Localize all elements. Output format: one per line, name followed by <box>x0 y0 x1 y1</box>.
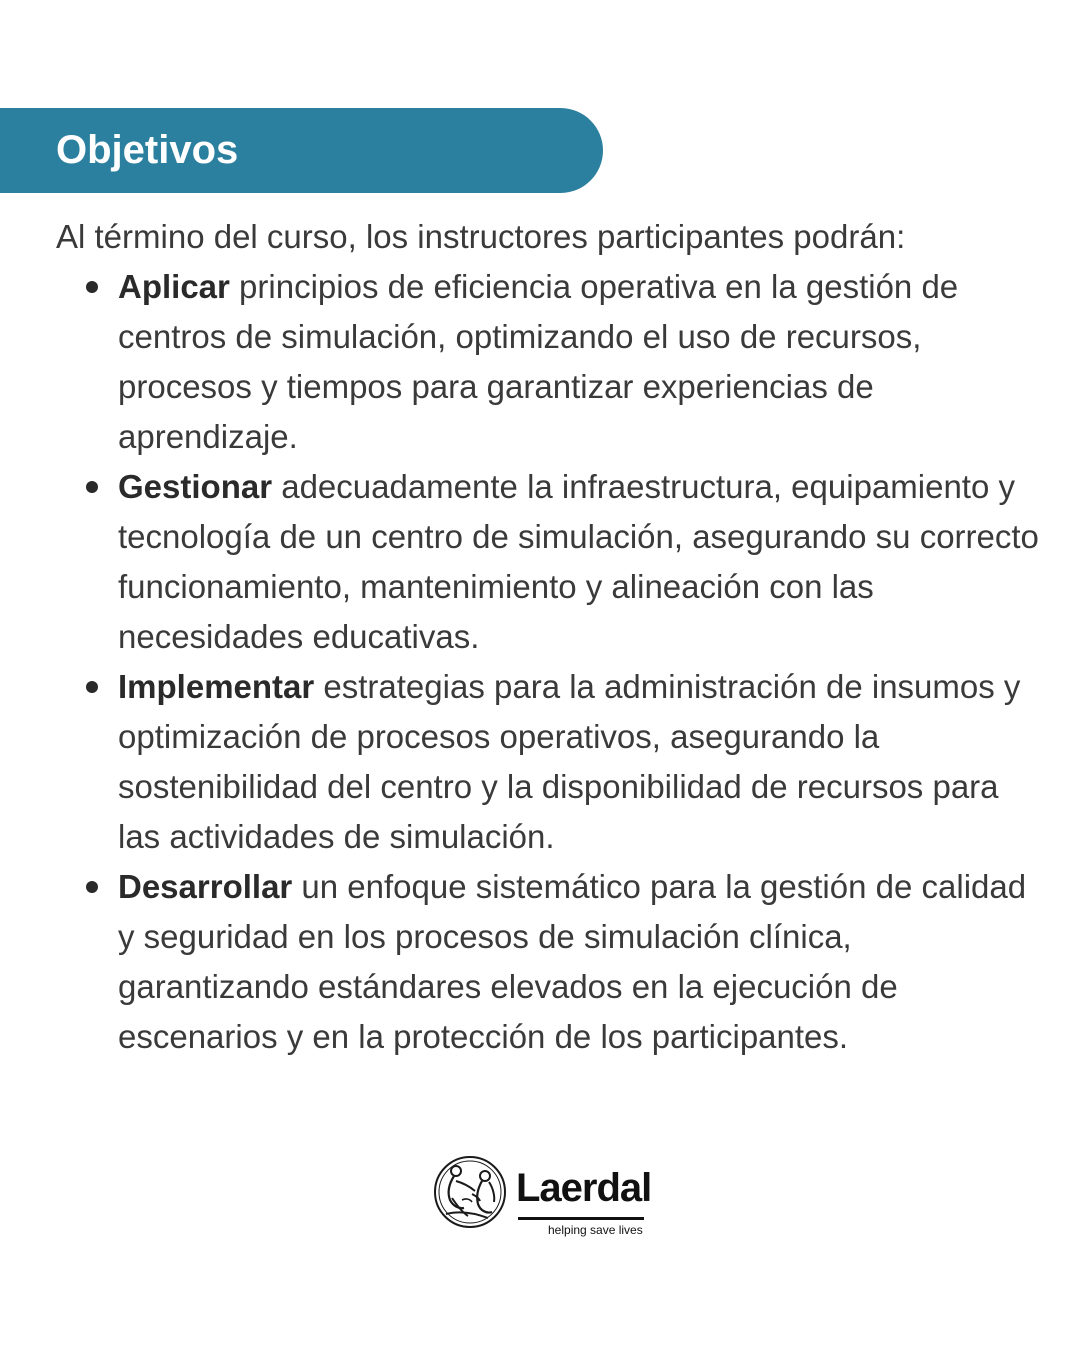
bullet-icon <box>86 281 98 293</box>
list-item <box>56 862 1041 1062</box>
list-item <box>56 662 1041 862</box>
objective-verb: Gestionar <box>118 468 273 505</box>
intro-text: Al término del curso, los instructores participantes podrán: <box>56 218 906 255</box>
objective-text: principios de eficiencia operativa en la gestión de centros de simulación, optimizando el uso de recursos, procesos y tiempos para garantizar experiencias de aprendizaje. <box>118 268 959 455</box>
objective-verb: Desarrollar <box>118 868 293 905</box>
objective-text: estrategias para la administración de insumos y optimización de procesos operativos, asegurando la sostenibilidad del centro y la disponibilidad de recursos para las actividades de simulación. <box>118 668 1021 855</box>
logo-underline <box>518 1217 644 1220</box>
logo-tagline: helping save lives <box>548 1223 643 1237</box>
objective-verb: Implementar <box>118 668 315 705</box>
section-header-banner <box>0 108 603 193</box>
bullet-icon <box>86 881 98 893</box>
objective-text: un enfoque sistemático para la gestión de calidad y seguridad en los procesos de simulación clínica, garantizando estándares elevados en la ejecución de escenarios y en la protección de los participantes. <box>118 868 1027 1055</box>
section-title: Objetivos <box>56 128 239 172</box>
rescue-figures-emblem-icon <box>432 1154 508 1230</box>
bullet-icon <box>86 481 98 493</box>
laerdal-logo <box>432 1154 652 1240</box>
bullet-icon <box>86 681 98 693</box>
objective-text: adecuadamente la infraestructura, equipamiento y tecnología de un centro de simulación, asegurando su correcto funcionamiento, mantenimiento y alineación con las necesidades educativas. <box>118 468 1039 655</box>
logo-wordmark: Laerdal <box>516 1166 652 1210</box>
list-item <box>56 462 1041 662</box>
list-item <box>56 262 1041 462</box>
objective-verb: Aplicar <box>118 268 230 305</box>
objectives-list <box>56 262 1041 1062</box>
